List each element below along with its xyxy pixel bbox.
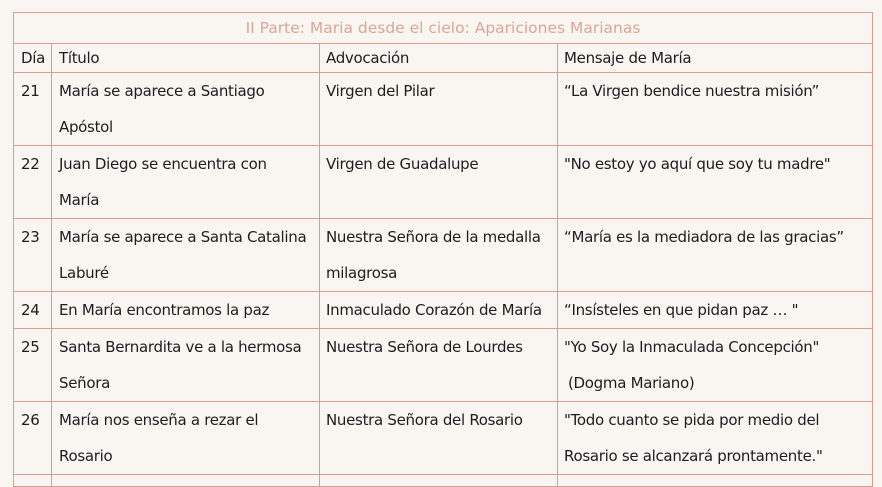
header-advocacion: Advocación [320,44,558,73]
cell-titulo-line: Apóstol [59,118,113,136]
cell-titulo-line: María se aparece a Santiago [59,82,265,100]
table-row [14,402,873,475]
cell-mensaje [558,219,873,292]
cell-titulo-line: En María encontramos la paz [59,301,270,319]
cell-advocacion [320,292,558,329]
cell-mensaje-line: (Dogma Mariano) [568,374,695,392]
cell-titulo [52,73,320,146]
cell-dia: 21 [14,73,52,146]
table-title: II Parte: Maria desde el cielo: Apariciones Marianas [14,13,873,44]
cell-mensaje [558,146,873,219]
cell-mensaje [558,329,873,402]
cell-advocacion [320,402,558,475]
cell-titulo-line: María [59,191,100,209]
cell-empty [14,475,52,487]
cell-mensaje-line: “Insísteles en que pidan paz … " [564,301,799,319]
cell-advocacion-line: Nuestra Señora del Rosario [326,411,523,429]
apariciones-table [13,12,873,487]
table-row [14,73,873,146]
cell-advocacion-line: Virgen de Guadalupe [326,155,479,173]
table-row [14,329,873,402]
table-row [14,219,873,292]
cell-advocacion [320,146,558,219]
cell-dia: 23 [14,219,52,292]
cell-advocacion [320,73,558,146]
header-dia: Día [14,44,52,73]
cell-mensaje [558,73,873,146]
cell-mensaje [558,402,873,475]
cell-advocacion-line: Nuestra Señora de la medalla [326,228,541,246]
cell-titulo-line: Laburé [59,264,109,282]
table-row [14,146,873,219]
table-row-partial [14,475,873,487]
table-header-row [14,44,873,73]
cell-advocacion-line: Inmaculado Corazón de María [326,301,542,319]
cell-dia: 24 [14,292,52,329]
cell-titulo-line: Rosario [59,447,113,465]
cell-dia: 22 [14,146,52,219]
cell-mensaje-line: Rosario se alcanzará prontamente." [564,447,823,465]
cell-dia: 26 [14,402,52,475]
cell-advocacion-line: Nuestra Señora de Lourdes [326,338,523,356]
cell-mensaje [558,292,873,329]
cell-titulo-line: Señora [59,374,110,392]
table-title-row [14,13,873,44]
cell-advocacion [320,219,558,292]
cell-advocacion-line: Virgen del Pilar [326,82,435,100]
cell-titulo [52,219,320,292]
cell-empty [320,475,558,487]
header-mensaje: Mensaje de María [558,44,873,73]
cell-mensaje-line: “María es la mediadora de las gracias” [564,228,844,246]
cell-titulo-line: María se aparece a Santa Catalina [59,228,307,246]
apariciones-table-container [13,12,872,487]
cell-mensaje-line: "No estoy yo aquí que soy tu madre" [564,155,831,173]
cell-dia: 25 [14,329,52,402]
cell-advocacion [320,329,558,402]
cell-titulo [52,329,320,402]
cell-advocacion-line: milagrosa [326,264,397,282]
cell-titulo-line: Juan Diego se encuentra con [59,155,267,173]
cell-titulo [52,146,320,219]
cell-titulo-line: Santa Bernardita ve a la hermosa [59,338,302,356]
cell-titulo [52,402,320,475]
cell-mensaje-line: “La Virgen bendice nuestra misión” [564,82,820,100]
cell-titulo-line: María nos enseña a rezar el [59,411,259,429]
cell-titulo [52,292,320,329]
cell-empty [558,475,873,487]
table-row [14,292,873,329]
cell-mensaje-line: "Yo Soy la Inmaculada Concepción" [564,338,820,356]
header-titulo: Título [52,44,320,73]
cell-mensaje-line: "Todo cuanto se pida por medio del [564,411,820,429]
cell-empty [52,475,320,487]
